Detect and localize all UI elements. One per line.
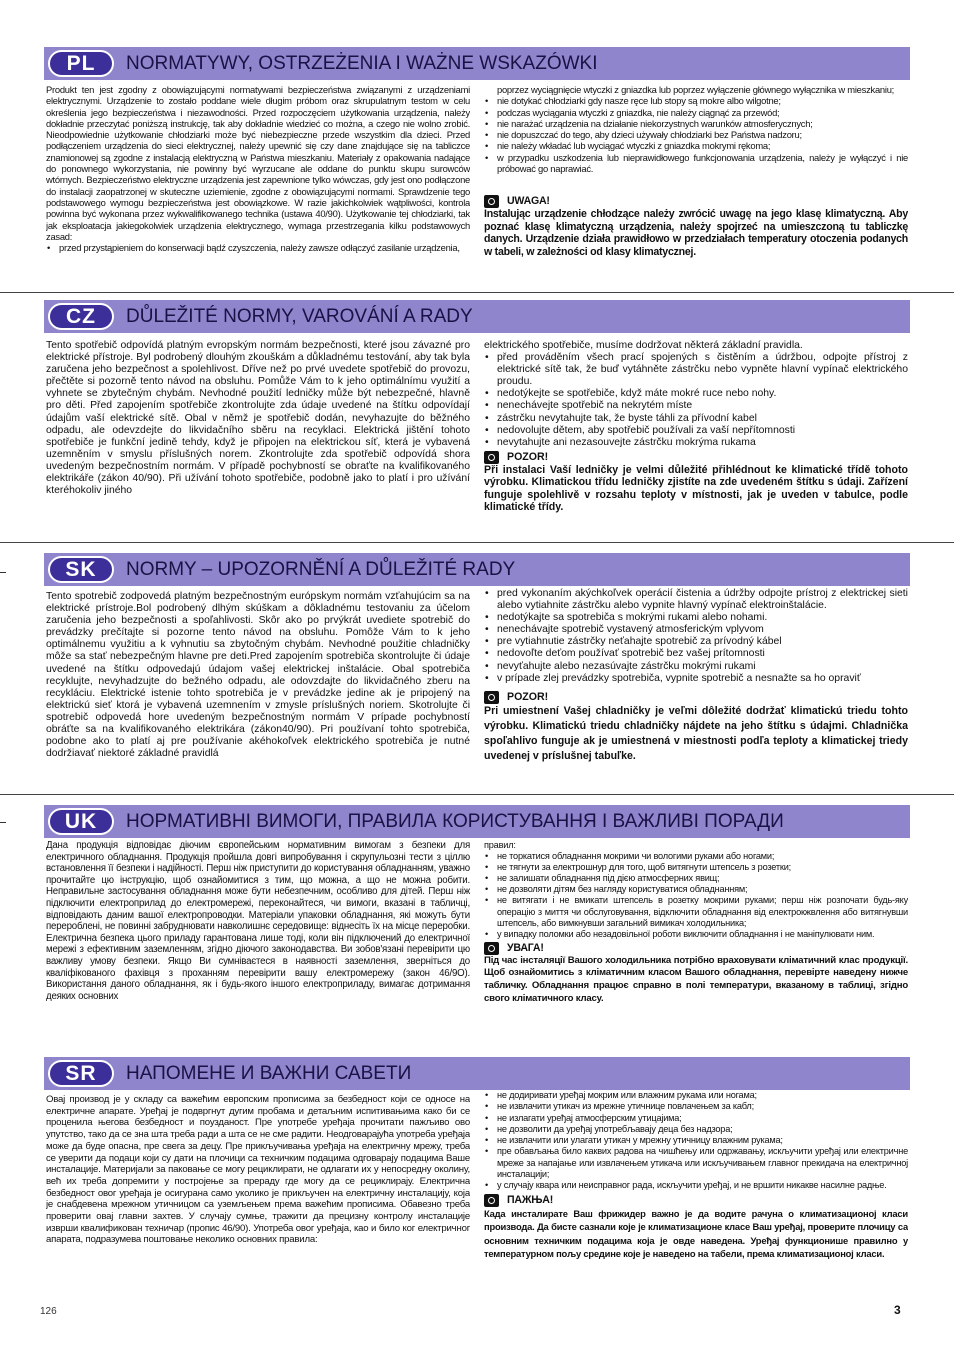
list-item: • nedovolujte dětem, aby spotřebič používali za vaší nepřítomnosti bbox=[484, 425, 908, 437]
section-header-bar bbox=[44, 1057, 910, 1090]
list-item: • nenechávejte spotřebič na nekrytém míste bbox=[484, 400, 908, 412]
language-badge-sr: SR bbox=[48, 1060, 114, 1087]
list-item: • не дозволити да уређај употребљавају деца без надзора; bbox=[484, 1124, 908, 1135]
page-number-right: 3 bbox=[894, 1303, 901, 1317]
pl-warning-heading bbox=[484, 195, 908, 208]
sr-warning-text: Када инсталирате Ваш фрижидер важно је да водите рачуна о климатизационој класи производа. Да бисте сазнали које је климатизационе класе Ваш уређај, проверите плочицу са основним техничким подацима која је овде наведена. Уређај функционише правилно у температурном пољу средине које је наведено на табели, према климатизационој класи. bbox=[484, 1207, 908, 1260]
cz-intro-text: Tento spotřebič odpovídá platným evropským normám bezpečnosti, které jsou závazné pro elektrické přístroje. Byl podrobený dlouhým zkouškám a důkladnému testování, aby tak byla zaručena jeho bezpečnost a spolehlivost. Dříve než po prvé uvedete spotřebič do provozu, přečtěte si pozorně tento návod na obsluhu. Pomůže Vám to k jeho optimálnímu využití a vyhnete se zbytečným chybám. Nevhodné použití ledničky může být nebezpečné, hlavně pro děti. Před zapojením spotřebiče zkontrolujte zda údaje uvedené na štítku odpovídají údajům vaší elektrické sítě. Obal v němž je spotřebič dodán, nevyhazujte do běžného odpadu, ale odevzdejte do likvidačního sběru na recyklaci. Elektrická jištění tohoto spotřebiče je funkční jedině tehdy, když je připojen na elektrickou síť, která je vybavená uzemněním v smyslu příslušných norem. Zkontrolujte zda spotřebič odpovídá shora uvedeným bezpečnostním normám. V případě pochybností se obraťte na kvalifikovaného elektrikáře (zákon 40/90). Při užívání tohoto spotřebiče, podobně jako to platí i pro užívání kteréhokoliv jiného bbox=[46, 340, 470, 497]
section-header-bar bbox=[44, 553, 910, 586]
sr-left-column bbox=[46, 1094, 470, 1294]
list-item: • podczas wyciągania wtyczki z gniazdka, nie należy ciągnąć za przewód; bbox=[484, 107, 908, 118]
warning-book-icon bbox=[484, 451, 499, 464]
section-header-bar bbox=[44, 805, 910, 838]
crop-mark bbox=[0, 572, 6, 573]
section-title-pl: NORMATYWY, OSTRZEŻENIA I WAŻNE WSKAZÓWKI bbox=[126, 53, 598, 74]
uk-left-column bbox=[46, 840, 470, 1035]
section-divider bbox=[0, 292, 954, 293]
list-item: • v prípade zlej prevádzky spotrebiča, vypnite spotrebič a nesnažte sa ho opraviť bbox=[484, 673, 908, 685]
page-number-left: 126 bbox=[40, 1306, 57, 1317]
list-item: • не витягати і не вмикати штепсель в розетку мокрими руками; перш ніж розпочати будь-яку операцію з миття чи обслуговування, відключити обладнання від електрокжвлення або витягнувши штепсель, або вимкнувши загальний вимикач холодильника; bbox=[484, 895, 908, 928]
sr-warning-heading bbox=[484, 1194, 908, 1207]
sr-right-column bbox=[484, 1090, 908, 1296]
sk-right-list bbox=[484, 588, 908, 685]
language-badge-uk: UK bbox=[48, 808, 114, 835]
warning-book-icon bbox=[484, 942, 499, 955]
warning-book-icon bbox=[484, 195, 499, 208]
uk-right-list bbox=[484, 851, 908, 940]
pl-right-column bbox=[484, 84, 908, 290]
list-item: • nevytahujte ani nezasouvejte zástrčku mokrýma rukama bbox=[484, 437, 908, 449]
list-item: • nedovoľte deťom používať spotrebič bez vašej prítomnosti bbox=[484, 648, 908, 660]
sk-warning-text: Pri umiestnení Vašej chladničky je veľmi dôležité dodržať klimatickú triedu tohto výrobku. Klimatickú triedu chladničky nájdete na jeho štítku s údajmi. Chladnička spoľahlivo funguje ak je umiestnená v miestnosti podľa teploty a klimatickej triedy uvedenej v príslušnej tabuľke. bbox=[484, 704, 908, 762]
section-header-bar bbox=[44, 300, 910, 333]
uk-warning-text: Під час інсталяції Вашого холодильника потрібно враховувати кліматичний клас продукції. Щоб ознайомитись з кліматичним класом Вашого обладнання, перевірте наведену нижче табличку. Обладнання працює справно в полі температури, вказаному в таблиці, згідно свого кліматичного класу. bbox=[484, 954, 908, 1004]
sk-warning-heading bbox=[484, 691, 908, 704]
list-item: • не додиривати уређај мокрим или влажним рукама или ногама; bbox=[484, 1090, 908, 1101]
list-item: • nedotýkajte sa spotrebiča s mokrými rukami alebo nohami. bbox=[484, 612, 908, 624]
section-title-sk: NORMY – UPOZORNĚNÍ A DŮLEŽITÉ RADY bbox=[126, 559, 516, 580]
cz-right-list bbox=[484, 352, 908, 449]
list-item: • nie dotykać chłodziarki gdy nasze ręce lub stopy są mokre albo wilgotne; bbox=[484, 95, 908, 106]
warning-book-icon bbox=[484, 1194, 499, 1207]
list-item: • nedotýkejte se spotřebiče, když máte mokré ruce nebo nohy. bbox=[484, 388, 908, 400]
list-item: • nenechávajte spotrebič vystavený atmosferickým vplyvom bbox=[484, 624, 908, 636]
uk-warning-label: УВАГА! bbox=[507, 941, 544, 954]
list-item: • не залишати обладнання під дією атмосферних явищ; bbox=[484, 873, 908, 884]
section-title-sr: НАПОМЕНЕ И ВАЖНИ САВЕТИ bbox=[126, 1063, 412, 1084]
sr-warning-label: ПАЖЊА! bbox=[507, 1193, 554, 1206]
list-item: • у випадку поломки або незадовільної роботи виключити обладнання і не маніпулювати ним. bbox=[484, 929, 908, 940]
cz-warning-text: Při instalaci Vaší ledničky je velmi důležité přihlédnout ke klimatické třídě tohoto výrobku. Klimatickou třídu ledničky zjistíte na zde uvedeném štítku s údaji. Zařízení funguje spolehlivě v rozsahu teploty v místnosti, jak je uveden v tabulce, podle klimatické třídy. bbox=[484, 463, 908, 514]
list-item: • у случају квара или неисправног рада, искључити уређај, и не вршити никакве насилне радње. bbox=[484, 1180, 908, 1191]
sk-intro-text: Tento spotrebič zodpovedá platným bezpečnostným európskym normám vzťahujúcim sa na elektrické prístroje.Bol podrobený dlhým skúškam a dôkladnému testovaniu za účelom zaručenia jeho bezpečnosti a spoľahlivosti. Skôr ako po prvýkrát uvediete spotrebič do prevádzky prečítajte si pozorne tento návod na obsluhu. Pomôže Vám to k jeho optimálnemu využitiu a k vyhnutiu sa zbytočným chybám. Nevhodné použitie chladničky môže sa stať nebezpečným hlavne pre deti.Pred zapojením spotrebiča skontrolujte či údaje uvedené na štítku odpovedajú údajom vašej elektrickej inštalácie. Obal spotrebiča recyklujte, nevyhadzujte do bežného odpadu, ale odovzdajte do likvidačného zberu na recykláciu. Elektrické istenie tohto spotrebiča je v prevádzke jedine ak je pripojený na elektrickú sieť ktorá je vybavená uzemnením v zmysle príslušných noriem. Skotrolujte či spotrebič odpovedá hore uvedeným bezpečnostným normám V prípade pochybností obráťte sa na kvalifikovaného elektrikára (zákon40/90). Pri používaní tohto spotrebiča, podobne ako to platí aj pre používanie akéhokoľvek elektrického spotrebiča je nutné dodržiavať niektoré základné pravidlá bbox=[46, 591, 470, 760]
language-badge-sk: SK bbox=[48, 556, 114, 583]
sk-warning-label: POZOR! bbox=[507, 691, 549, 704]
list-item: • пре обављања било каквих радова на чишћењу или одржавању, искључити уређај или електричне мреже за напајање или извлачењем утикача или искључивањем главног прекидача на електричној инсталацији; bbox=[484, 1146, 908, 1180]
cz-warning-heading bbox=[484, 451, 908, 464]
list-item: • не извлачити или улагати утикач у мрежну утичницу влажним рукама; bbox=[484, 1135, 908, 1146]
list-item: • pred vykonaním akýchkoľvek operácií čistenia a údržby odpojte prístroj z elektrickej sieti alebo vytiahnite zástrčku alebo vypnite hlavný vypínač elektroinštalácie. bbox=[484, 588, 908, 612]
list-item: • nie dopuszczać do tego, aby dzieci używały chłodziarki bez Państwa nadzoru; bbox=[484, 129, 908, 140]
pl-left-list bbox=[46, 242, 470, 253]
uk-intro-text: Дана продукція відповідає діючим європейським нормативним вимогам з безпеки для електричного обладнання. Продукція пройшла довгі випробування і скрупульозні тести з ціллю встановлення її безпеки і надійності. Перш ніж приступити до користування обладнанням, уважно прочитайте цю інструкцію, щоб ознайомитися з тим, що можна, а що не можна робити. Неправильне застосування обладнання може бути небезпечним, особливо для дітей. Перш ніж підключити електроприлад до електромережі, переконайтеся, чи вимоги, вказані в табличці, відповідають даним вашої електропроводки. Матеріали упаковки обладнання, які можуть бути перероблені, не повинні забруднювати навколишнє середовище: віднесіть їх на місце переробки. Електрична безпека цього приладу гарантована лише тоді, коли він підключений до електричної мережі з ефективним заземленням, згідно діючого законодавства. Ви зобов'язані перевірити цю важливу умову безпеки. Якщо Ви сумніваєтеся в наявності заземлення, зверніться до кваліфікованого фахівця з проханням перевірити вашу електромережу (закон 46/9О). Використання даного обладнання, як і будь-якого іншого електроприладу, вимагає дотримання деяких основних bbox=[46, 840, 470, 1002]
list-item: • не дозволяти дітям без нагляду користуватися обладнанням; bbox=[484, 884, 908, 895]
pl-right-intro: poprzez wyciągnięcie wtyczki z gniazdka lub poprzez wyłączenie głównego wyłącznika w mieszkaniu; bbox=[497, 84, 895, 95]
list-item: • не извлачити утикач из мрежне утичнице повлачењем за кабл; bbox=[484, 1101, 908, 1112]
cz-right-column bbox=[484, 340, 908, 536]
pl-warning-text: Instalując urządzenie chłodzące należy zwrócić uwagę na jego klasę klimatyczną. Aby poznać klasę klimatyczną urządzenia, należy spojrzeć na umieszczoną tu tabliczkę danych. Urządzenie działa prawidłowo w przedziałach temperatury otoczenia podanych w tabeli, w zależności od klasy klimatycznej. bbox=[484, 208, 908, 258]
list-item: • w przypadku uszkodzenia lub nieprawidłowego funkcjonowania urządzenia, należy je wyłączyć i nie próbować go naprawiać. bbox=[484, 152, 908, 175]
sk-left-column bbox=[46, 591, 470, 787]
section-divider bbox=[0, 794, 954, 795]
language-badge-pl: PL bbox=[48, 50, 114, 77]
list-item: • před prováděním všech prací spojených s čistěním a údržbou, odpojte přístroj z elektrické sítě tak, že buď vytáhněte zástrčku nebo vypněte hlavní vypínač elektrického proudu. bbox=[484, 352, 908, 388]
crop-mark bbox=[0, 822, 6, 823]
section-title-cz: DŮLEŽITÉ NORMY, VAROVÁNÍ A RADY bbox=[126, 306, 473, 327]
pl-right-list bbox=[484, 95, 908, 174]
list-item: • nie narażać urządzenia na działanie niekorzystnych warunków atmosferycznych; bbox=[484, 118, 908, 129]
uk-right-column bbox=[484, 840, 908, 1038]
warning-book-icon bbox=[484, 691, 499, 704]
cz-right-intro: elektrického spotřebiče, musíme dodržovat některá základní pravidla. bbox=[484, 340, 803, 351]
cz-warning-label: POZOR! bbox=[507, 451, 549, 464]
list-item: • nevyťahujte alebo nezasúvajte zástrčku mokrými rukami bbox=[484, 661, 908, 673]
list-item: • не торкатися обладнання мокрими чи вологими руками або ногами; bbox=[484, 851, 908, 862]
sr-intro-text: Овај производ је у складу са важећим европским прописима за безбедност који се односе на електричне апарате. Уређај је подвргнут дугим пробама и детаљним испитивањима како би се проценила његова безбедност и поузданост. Пре употребе уређаја прочитати пажљиво ово упутство, тако да се зна шта треба ради а шта се не сме радити. Неодговарајућа употреба уређаја може да буде опасна, пре свега за децу. Пре прикључивања уређаја на електричну мрежу, треба се уверити да подаци који су дати на плочици са техничким подацима одговарају подацима Ваше инсталације. Материјали за паковање се могу рециклирати, не одлагати их у непосредну околину, већ их треба допремити у постројење за прераду где могу да се рециклирају. Електрична безбедност овог уређаја је осигурана само уколико је прикључен на електричну инсталацију, која је снабдевена мрежном утичницом са уземљењем према важећим прописима. Обавезно треба проверити овај главни захтев. У случају сумње, тражити да прецизну контролу инсталације изврши квалификован техничар (пропис 46/90). Употреба овог уређаја, као и било ког електричног апарата, подразумева поштовање неколико основних правила: bbox=[46, 1094, 470, 1246]
cz-left-column bbox=[46, 340, 470, 536]
language-badge-cz: CZ bbox=[48, 303, 114, 330]
pl-left-column bbox=[46, 84, 470, 290]
pl-intro-text: Produkt ten jest zgodny z obowiązującymi normatywami bezpieczeństwa związanymi z urządzeniami elektrycznymi. Urządzenie to zostało poddane wiele długim próbom oraz skrupulatnym testom w celu określenia jego bezpieczeństwa i niezawodności. Przed rozpoczęciem użytkowania urządzenia, należy dokładnie przeczytać poniższą instrukcję, tak aby dokładnie wiedzieć co można, a czego nie wolno zrobić. Nieodpowiednie użytkowanie chłodziarki może być niebezpieczne przede wszystkim dla dzieci. Przed podłączeniem urządzenia do sieci elektrycznej, należy upewnić się czy dane znajdujące się na tabliczce znamionowej są zgodne z instalacją elektryczną w Państwa mieszkaniu. Materiały z opakowania nadające do ponownego wykorzystania, nie powinny być wyrzucane ale oddane do punktu skupu surowców wtórnych. Bezpieczeństwo elektryczne urządzenia jest zapewnione tylko wówczas, gdy jest ono podłączone do instalacji zaopatrzonej w skuteczne uziemienie, zgodne z obowiązującymi normami. Sprawdzenie tego podstawowego wymogu bezpieczeństwa jest obowiązkowe. W razie jakichkolwiek wątpliwości, kontrola powinna być wykonana przez wykwalifikowanego technika (ustawa 40/90). Użytkowanie tej chłodziarki, tak jak eksploatacja jakiegokolwiek urządzenia elektrycznego, wymaga przestrzegania kilku podstawowych zasad: bbox=[46, 84, 470, 242]
uk-right-intro: правил: bbox=[484, 840, 516, 850]
section-header-bar bbox=[44, 47, 910, 80]
uk-warning-heading bbox=[484, 942, 908, 955]
list-item: • pre vytiahnutie zástrčky neťahajte spotrebič za prívodný kábel bbox=[484, 636, 908, 648]
sk-right-column bbox=[484, 588, 908, 786]
list-item: • nie należy wkładać lub wyciągać wtyczki z gniazdka mokrymi rękoma; bbox=[484, 140, 908, 151]
section-divider bbox=[0, 542, 954, 543]
list-item: • не тягнути за електрошнур для того, щоб витягнути штепсель з розетки; bbox=[484, 862, 908, 873]
sr-right-list bbox=[484, 1090, 908, 1192]
list-item: • zástrčku nevytahujte tak, že byste táhli za přívodní kabel bbox=[484, 413, 908, 425]
list-item: • przed przystąpieniem do konserwacji bądź czyszczenia, należy zawsze odłączyć zasilanie urządzenia, bbox=[46, 242, 470, 253]
section-title-uk: НОРМАТИВНІ ВИМОГИ, ПРАВИЛА КОРИСТУВАННЯ І ВАЖЛИВІ ПОРАДИ bbox=[126, 811, 784, 832]
pl-warning-label: UWAGA! bbox=[507, 195, 550, 208]
list-item: • не излагати уређај атмосферским утицајима; bbox=[484, 1113, 908, 1124]
